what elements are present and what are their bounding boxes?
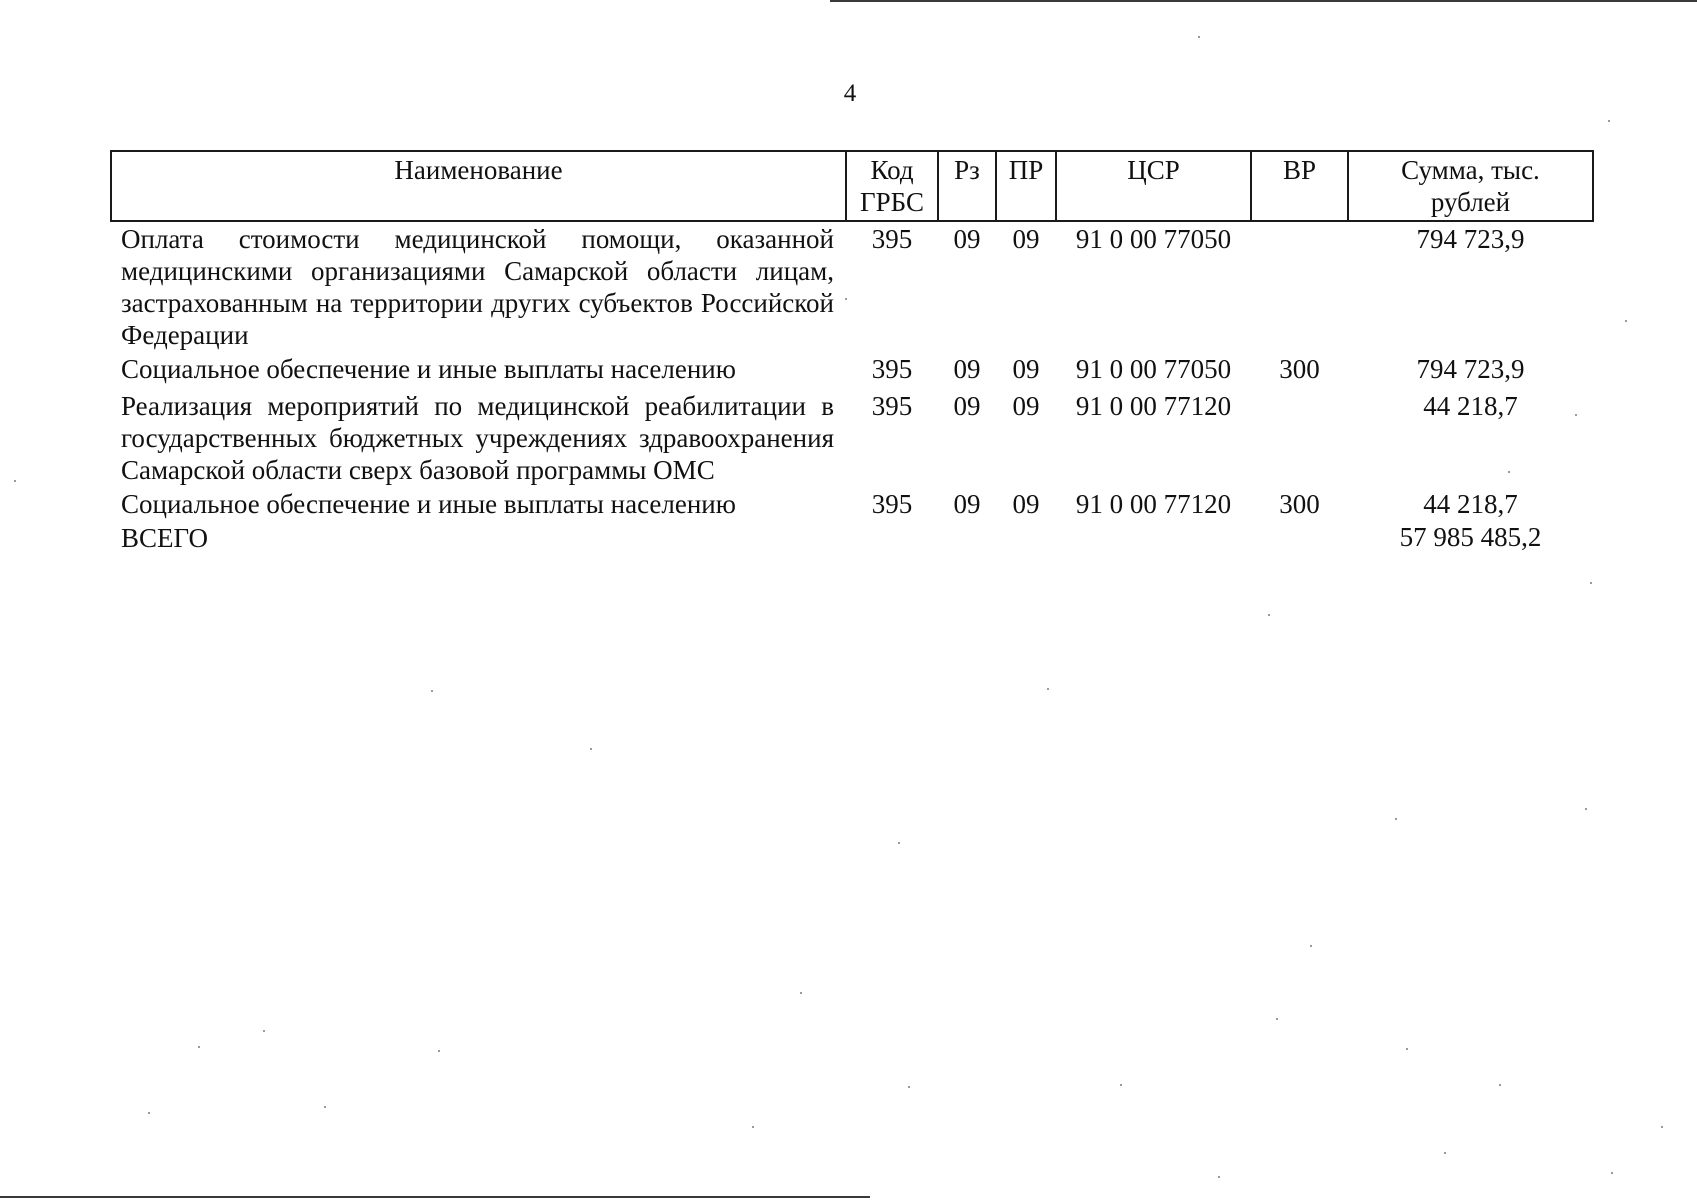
row-sum: 44 218,7 [1423, 489, 1518, 519]
budget-table [110, 150, 1594, 555]
scan-speck [590, 748, 592, 750]
total-label: ВСЕГО [121, 523, 208, 553]
table-row [111, 352, 1593, 386]
row-rz: 09 [953, 489, 981, 519]
table-row [111, 221, 1593, 352]
row-csr: 91 0 00 77120 [1075, 489, 1232, 519]
row-name: Оплата стоимости медицинской помощи, оказанной медицинскими организациями Самарской области лицам, застрахованным на территории других субъектов Российской Федерации [121, 224, 834, 350]
row-vr [1251, 221, 1348, 352]
page-number: 4 [843, 80, 857, 107]
row-sum: 794 723,9 [1416, 224, 1525, 254]
row-csr: 91 0 00 77050 [1075, 224, 1232, 254]
scan-speck [1499, 1084, 1501, 1086]
scan-edge-top [830, 0, 1697, 2]
header-pr: ПР [996, 151, 1056, 221]
scan-speck [1585, 808, 1587, 810]
scan-speck [898, 842, 900, 844]
scan-speck [324, 1106, 326, 1108]
row-vr: 300 [1279, 354, 1320, 384]
row-csr: 91 0 00 77120 [1075, 391, 1232, 421]
scan-speck [1310, 945, 1312, 947]
scan-speck [1268, 614, 1270, 616]
row-grbs: 395 [871, 489, 913, 519]
scan-speck [908, 1086, 910, 1088]
total-sum: 57 985 485,2 [1399, 522, 1542, 552]
header-sum: Сумма, тыс. рублей [1348, 151, 1593, 221]
scan-speck [1218, 1176, 1220, 1178]
row-vr [1251, 386, 1348, 487]
row-csr: 91 0 00 77050 [1075, 354, 1232, 384]
row-pr: 09 [1012, 354, 1040, 384]
scan-speck [431, 690, 433, 692]
scan-speck [1047, 688, 1049, 690]
scan-speck [1395, 818, 1397, 820]
scan-speck [1625, 320, 1627, 322]
scan-speck [845, 298, 847, 300]
scan-speck [1120, 1084, 1122, 1086]
scan-edge-bottom [0, 1196, 870, 1198]
header-csr: ЦСР [1056, 151, 1251, 221]
row-grbs: 395 [871, 354, 913, 384]
table-row [111, 487, 1593, 521]
row-pr: 09 [1012, 489, 1040, 519]
scan-speck [14, 480, 16, 482]
row-pr: 09 [1012, 391, 1040, 421]
scan-speck [1661, 1126, 1663, 1128]
scan-speck [438, 1050, 440, 1052]
scan-speck [1508, 471, 1510, 473]
row-sum: 794 723,9 [1416, 354, 1525, 384]
scan-speck [148, 1112, 150, 1114]
header-grbs: Код ГРБС [846, 151, 938, 221]
row-grbs: 395 [871, 224, 913, 254]
row-name: Реализация мероприятий по медицинской реабилитации в государственных бюджетных учреждениях здравоохранения Самарской области сверх базовой программы ОМС [121, 391, 834, 485]
header-name: Наименование [111, 151, 846, 221]
scan-speck [1611, 1172, 1613, 1174]
row-name: Социальное обеспечение и иные выплаты населению [121, 354, 736, 384]
table-row [111, 386, 1593, 487]
scan-speck [1608, 120, 1610, 122]
scan-speck [1444, 1152, 1446, 1154]
scan-speck [1406, 1048, 1408, 1050]
row-rz: 09 [953, 354, 981, 384]
scan-speck [198, 1046, 200, 1048]
row-rz: 09 [953, 391, 981, 421]
scan-speck [1276, 1018, 1278, 1020]
scan-speck [800, 992, 802, 994]
scan-speck [752, 1126, 754, 1128]
scan-speck [1590, 582, 1592, 584]
row-vr: 300 [1279, 489, 1320, 519]
header-vr: ВР [1251, 151, 1348, 221]
row-rz: 09 [953, 224, 981, 254]
scan-speck [1198, 36, 1200, 38]
scan-speck [1575, 414, 1577, 416]
table-total-row [111, 521, 1593, 555]
row-pr: 09 [1012, 224, 1040, 254]
header-rz: Рз [938, 151, 996, 221]
table-header-row [111, 151, 1593, 221]
scan-speck [263, 1030, 265, 1032]
row-name: Социальное обеспечение и иные выплаты населению [121, 489, 736, 519]
row-grbs: 395 [871, 391, 913, 421]
row-sum: 44 218,7 [1423, 391, 1518, 421]
